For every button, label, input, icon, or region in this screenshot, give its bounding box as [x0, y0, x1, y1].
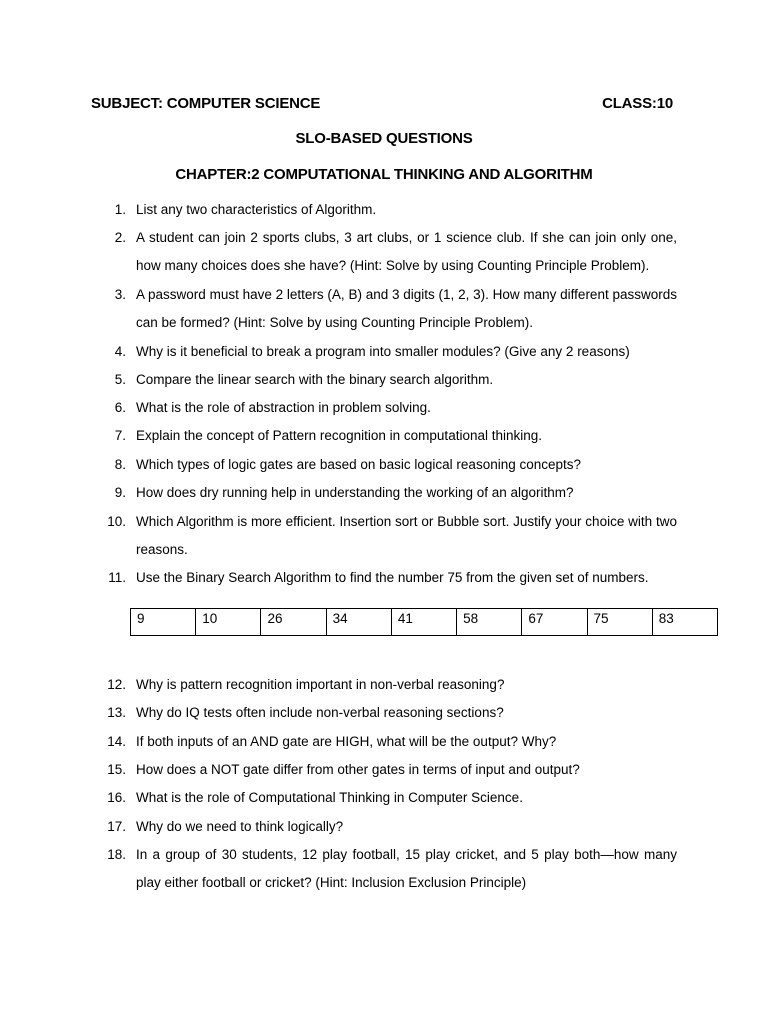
- question-number: 5.: [114, 372, 126, 387]
- table-cell: 9: [131, 609, 196, 636]
- table-cell: 58: [457, 609, 522, 636]
- table-cell: 10: [196, 609, 261, 636]
- question-text: Which Algorithm is more efficient. Insertion sort or Bubble sort. Justify your choice with two reasons.: [136, 514, 677, 558]
- question-number: 8.: [114, 457, 126, 472]
- question-number: 9.: [114, 485, 126, 500]
- table-cell: 83: [652, 609, 717, 636]
- subject-label: SUBJECT: COMPUTER SCIENCE: [91, 95, 321, 112]
- question-number: 10.: [107, 514, 126, 529]
- question-text: Which types of logic gates are based on basic logical reasoning concepts?: [136, 457, 582, 472]
- question-number: 3.: [114, 287, 126, 302]
- question-text: If both inputs of an AND gate are HIGH, what will be the output? Why?: [136, 734, 557, 749]
- question-text: How does dry running help in understanding the working of an algorithm?: [136, 485, 574, 500]
- question-number: 12.: [107, 677, 126, 692]
- question-number: 6.: [114, 400, 126, 415]
- question-text: List any two characteristics of Algorithm.: [136, 202, 377, 217]
- table-cell: 41: [391, 609, 456, 636]
- chapter-title: CHAPTER:2 COMPUTATIONAL THINKING AND ALGORITHM: [175, 166, 593, 183]
- table-row: [131, 609, 718, 636]
- question-text: Use the Binary Search Algorithm to find the number 75 from the given set of numbers.: [136, 570, 649, 585]
- question-number: 14.: [107, 734, 126, 749]
- table-cell: 34: [326, 609, 391, 636]
- question-number: 16.: [107, 790, 126, 805]
- question-number: 17.: [107, 819, 126, 834]
- class-label: CLASS:10: [602, 95, 673, 112]
- table-cell: 67: [522, 609, 587, 636]
- question-number: 4.: [114, 344, 126, 359]
- table-cell: 75: [587, 609, 652, 636]
- question-number: 13.: [107, 705, 126, 720]
- question-text: In a group of 30 students, 12 play football, 15 play cricket, and 5 play both—how many play either football or cricket? (Hint: Inclusion Exclusion Principle): [136, 847, 677, 891]
- question-text: A password must have 2 letters (A, B) and 3 digits (1, 2, 3). How many different passwords can be formed? (Hint: Solve by using Counting Principle Problem).: [136, 287, 677, 331]
- header-row: [91, 95, 673, 117]
- question-text: Why do IQ tests often include non-verbal reasoning sections?: [136, 705, 504, 720]
- question-number: 11.: [108, 570, 126, 585]
- question-number: 18.: [107, 847, 126, 862]
- number-set-table: [130, 608, 718, 636]
- question-number: 7.: [114, 428, 126, 443]
- question-text: Explain the concept of Pattern recognition in computational thinking.: [136, 428, 543, 443]
- question-text: Why is pattern recognition important in non-verbal reasoning?: [136, 677, 505, 692]
- question-text: What is the role of Computational Thinking in Computer Science.: [136, 790, 523, 805]
- question-text: Why do we need to think logically?: [136, 819, 344, 834]
- question-text: What is the role of abstraction in problem solving.: [136, 400, 431, 415]
- question-text: A student can join 2 sports clubs, 3 art clubs, or 1 science club. If she can join only one, how many choices does she have? (Hint: Solve by using Counting Principle Problem).: [136, 230, 677, 274]
- question-number: 15.: [107, 762, 126, 777]
- question-text: How does a NOT gate differ from other gates in terms of input and output?: [136, 762, 580, 777]
- question-text: Compare the linear search with the binary search algorithm.: [136, 372, 494, 387]
- question-number: 1.: [114, 202, 126, 217]
- question-text: Why is it beneficial to break a program into smaller modules? (Give any 2 reasons): [136, 344, 630, 359]
- question-number: 2.: [114, 230, 126, 245]
- document-title: SLO-BASED QUESTIONS: [295, 130, 473, 147]
- table-cell: 26: [261, 609, 326, 636]
